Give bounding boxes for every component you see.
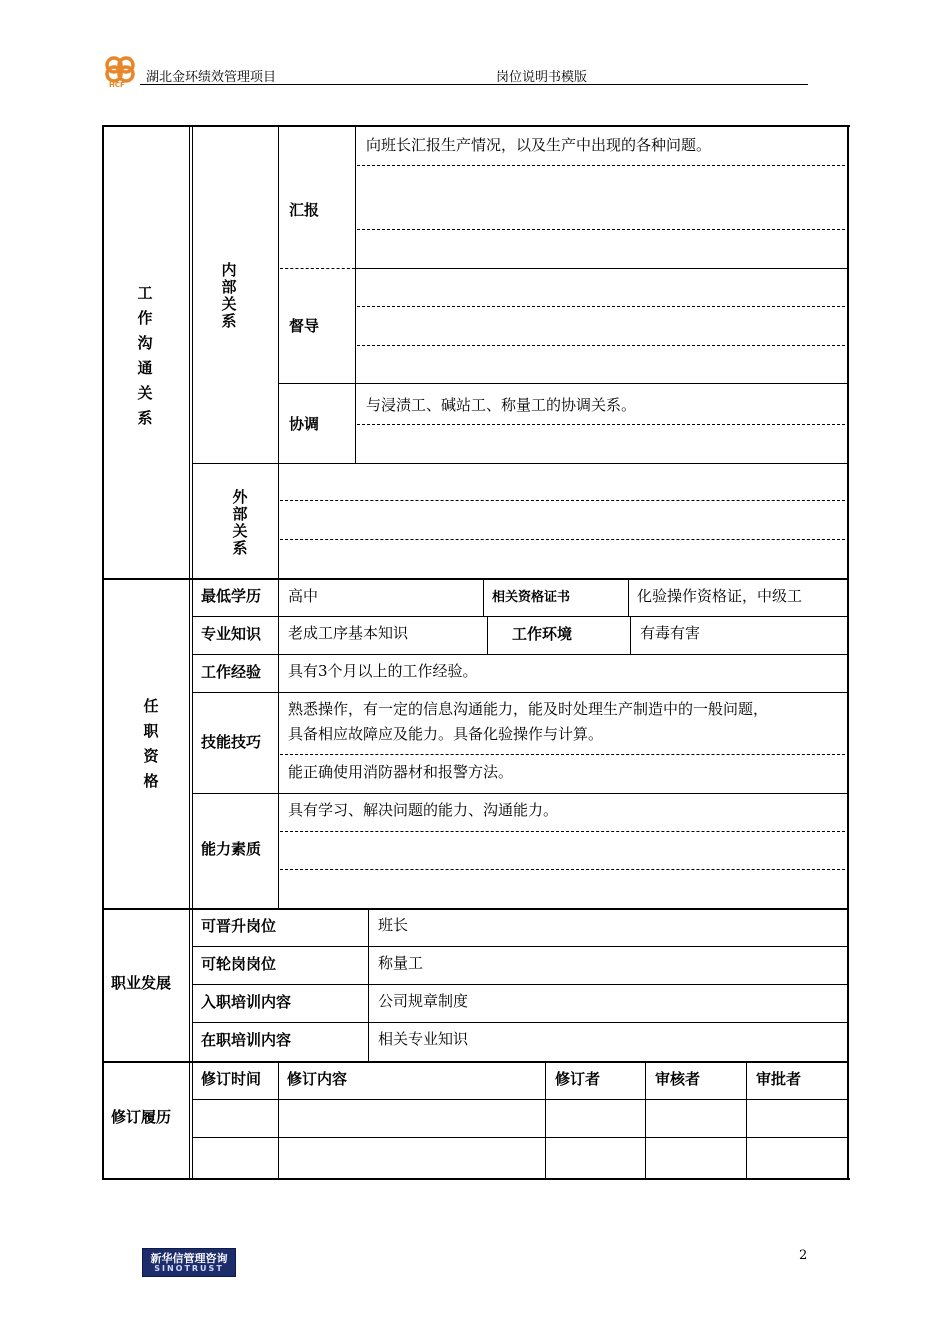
section-career-label: 职业发展 [111, 974, 172, 992]
internal-relations-label: 内部关系 [221, 261, 237, 330]
col-reviser: 修订者 [555, 1070, 601, 1088]
skills-line-2: 具备相应故障应及能力。具备化验操作与计算。 [288, 725, 604, 743]
education-value: 高中 [288, 587, 319, 605]
report-label: 汇报 [289, 201, 320, 219]
certificate-value: 化验操作资格证，中级工 [637, 587, 803, 605]
environment-label: 工作环境 [512, 625, 573, 643]
education-label: 最低学历 [201, 587, 262, 605]
promotion-label: 可晋升岗位 [201, 917, 277, 935]
experience-label: 工作经验 [201, 663, 262, 681]
onjob-training-value: 相关专业知识 [378, 1030, 469, 1048]
skills-label: 技能技巧 [201, 733, 262, 751]
environment-value: 有毒有害 [640, 624, 701, 642]
certificate-label: 相关资格证书 [492, 590, 571, 605]
knowledge-value: 老成工序基本知识 [288, 624, 409, 642]
col-auditor: 审核者 [655, 1070, 701, 1088]
knowledge-label: 专业知识 [201, 625, 262, 643]
external-relations-label: 外部关系 [232, 488, 248, 557]
coordinate-text: 与浸渍工、碱站工、称量工的协调关系。 [366, 396, 637, 414]
section-communication-label: 工作沟通关系 [137, 284, 153, 427]
section-revision-label: 修订履历 [111, 1108, 172, 1126]
header-rule [140, 84, 808, 85]
footer-logo-cn: 新华信管理咨询 [150, 1252, 228, 1265]
induction-training-label: 入职培训内容 [201, 993, 292, 1011]
onjob-training-label: 在职培训内容 [201, 1031, 292, 1049]
doc-title: 岗位说明书模版 [496, 70, 588, 85]
report-text: 向班长汇报生产情况，以及生产中出现的各种问题。 [366, 136, 712, 154]
col-revision-time: 修订时间 [201, 1070, 262, 1088]
ability-value: 具有学习、解决问题的能力、沟通能力。 [288, 801, 559, 819]
footer-logo-en: SINOTRUST [154, 1264, 224, 1273]
rotation-label: 可轮岗岗位 [201, 955, 277, 973]
col-revision-content: 修订内容 [287, 1070, 348, 1088]
logo-text: HCF [109, 81, 125, 89]
promotion-value: 班长 [378, 916, 409, 934]
project-name: 湖北金环绩效管理项目 [146, 70, 277, 85]
footer-logo [142, 1248, 236, 1277]
experience-value: 具有3个月以上的工作经验。 [288, 662, 478, 680]
page-number: 2 [799, 1248, 808, 1263]
induction-training-value: 公司规章制度 [378, 992, 469, 1010]
coordinate-label: 协调 [289, 415, 320, 433]
section-qualification-label: 任职资格 [143, 697, 159, 790]
col-approver: 审批者 [756, 1070, 802, 1088]
skills-line-3: 能正确使用消防器材和报警方法。 [288, 763, 514, 781]
supervise-label: 督导 [289, 317, 320, 335]
ability-label: 能力素质 [201, 840, 262, 858]
skills-line-1: 熟悉操作，有一定的信息沟通能力，能及时处理生产制造中的一般问题， [288, 700, 769, 718]
company-logo [100, 54, 140, 90]
rotation-value: 称量工 [378, 954, 424, 972]
